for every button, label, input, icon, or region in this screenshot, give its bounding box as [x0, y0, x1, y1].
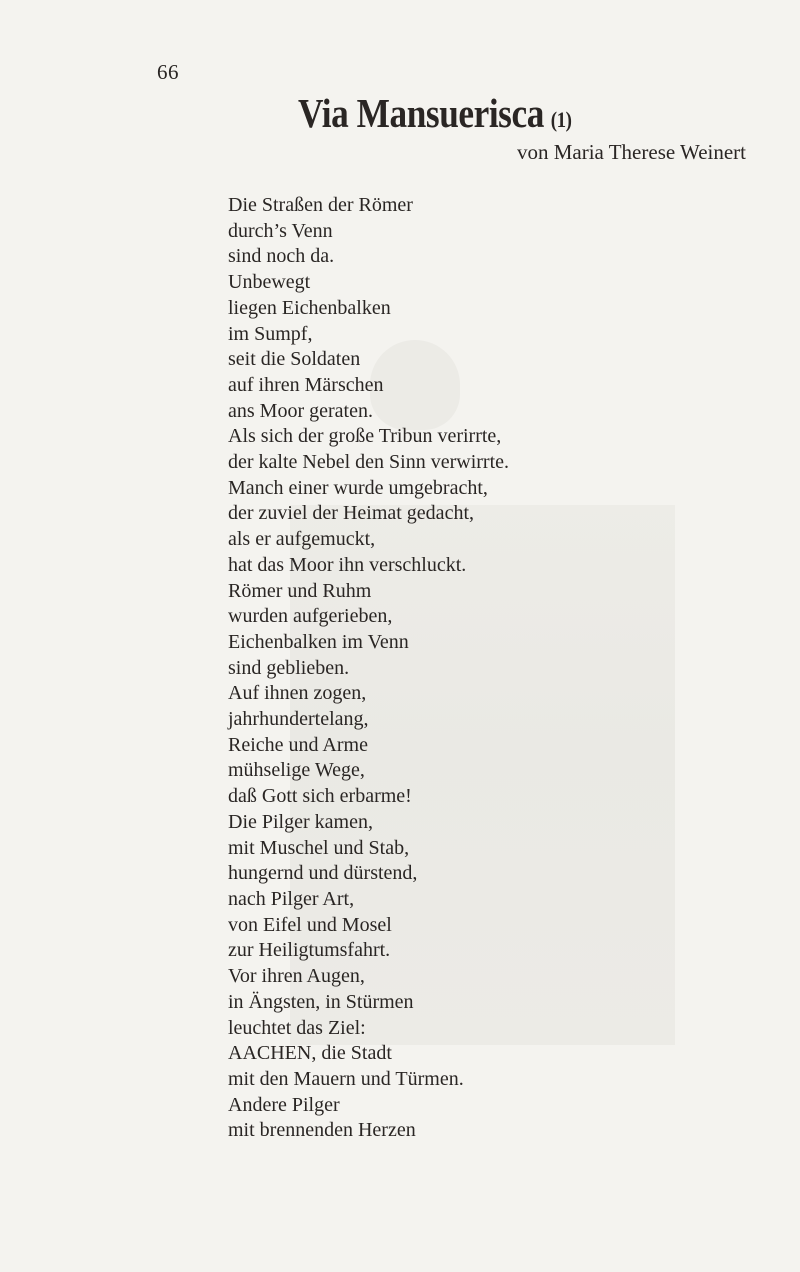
poem-line: auf ihren Märschen: [228, 373, 384, 396]
page-number: 66: [157, 60, 179, 84]
poem-line: mit den Mauern und Türmen.: [228, 1067, 464, 1090]
poem-line: seit die Soldaten: [228, 348, 361, 371]
poem-line: leuchtet das Ziel:: [228, 1016, 366, 1039]
poem-line: sind geblieben.: [228, 656, 350, 679]
poem-line: Die Straßen der Römer: [228, 194, 413, 216]
poem-author: von Maria Therese Weinert: [516, 140, 746, 164]
poem-line: jahrhundertelang,: [228, 708, 369, 731]
poem-line: Reiche und Arme: [228, 733, 368, 756]
poem-line: mühselige Wege,: [228, 759, 365, 782]
poem-line: Die Pilger kamen,: [228, 810, 373, 833]
poem-title: [298, 90, 572, 136]
poem-title-text: Via Mansuerisca: [298, 90, 544, 136]
poem-line: von Eifel und Mosel: [228, 913, 392, 936]
footnote-marker: (1): [550, 107, 572, 132]
poem-line: mit Muschel und Stab,: [228, 836, 410, 859]
poem-line: liegen Eichenbalken: [228, 296, 391, 319]
poem-line: Vor ihren Augen,: [228, 965, 365, 988]
poem-line: Eichenbalken im Venn: [228, 630, 409, 653]
poem-line: Manch einer wurde umgebracht,: [228, 476, 488, 499]
poem-line: als er aufgemuckt,: [228, 528, 376, 551]
poem-body: [228, 193, 509, 1144]
poem-line: im Sumpf,: [228, 322, 313, 345]
poem-line: Unbewegt: [228, 271, 311, 294]
poem-line: Auf ihnen zogen,: [228, 682, 367, 705]
poem-line: in Ängsten, in Stürmen: [228, 990, 414, 1013]
poem-line: sind noch da.: [228, 245, 335, 268]
poem-line: wurden aufgerieben,: [228, 605, 393, 628]
poem-line: Andere Pilger: [228, 1093, 340, 1116]
poem-line: nach Pilger Art,: [228, 887, 355, 910]
poem-line: AACHEN, die Stadt: [228, 1042, 392, 1065]
poem-line: ans Moor geraten.: [228, 399, 373, 422]
poem-line: durch’s Venn: [228, 219, 333, 242]
poem-line: Als sich der große Tribun verirrte,: [228, 425, 502, 448]
poem-line: hat das Moor ihn verschluckt.: [228, 553, 467, 576]
poem-line: mit brennenden Herzen: [228, 1119, 416, 1142]
poem-line: Römer und Ruhm: [228, 579, 372, 602]
poem-line: zur Heiligtumsfahrt.: [228, 939, 391, 962]
poem-line: der kalte Nebel den Sinn verwirrte.: [228, 451, 510, 474]
poem-line: der zuviel der Heimat gedacht,: [228, 502, 474, 525]
poem-line: daß Gott sich erbarme!: [228, 785, 412, 808]
poem-line: hungernd und dürstend,: [228, 862, 418, 885]
